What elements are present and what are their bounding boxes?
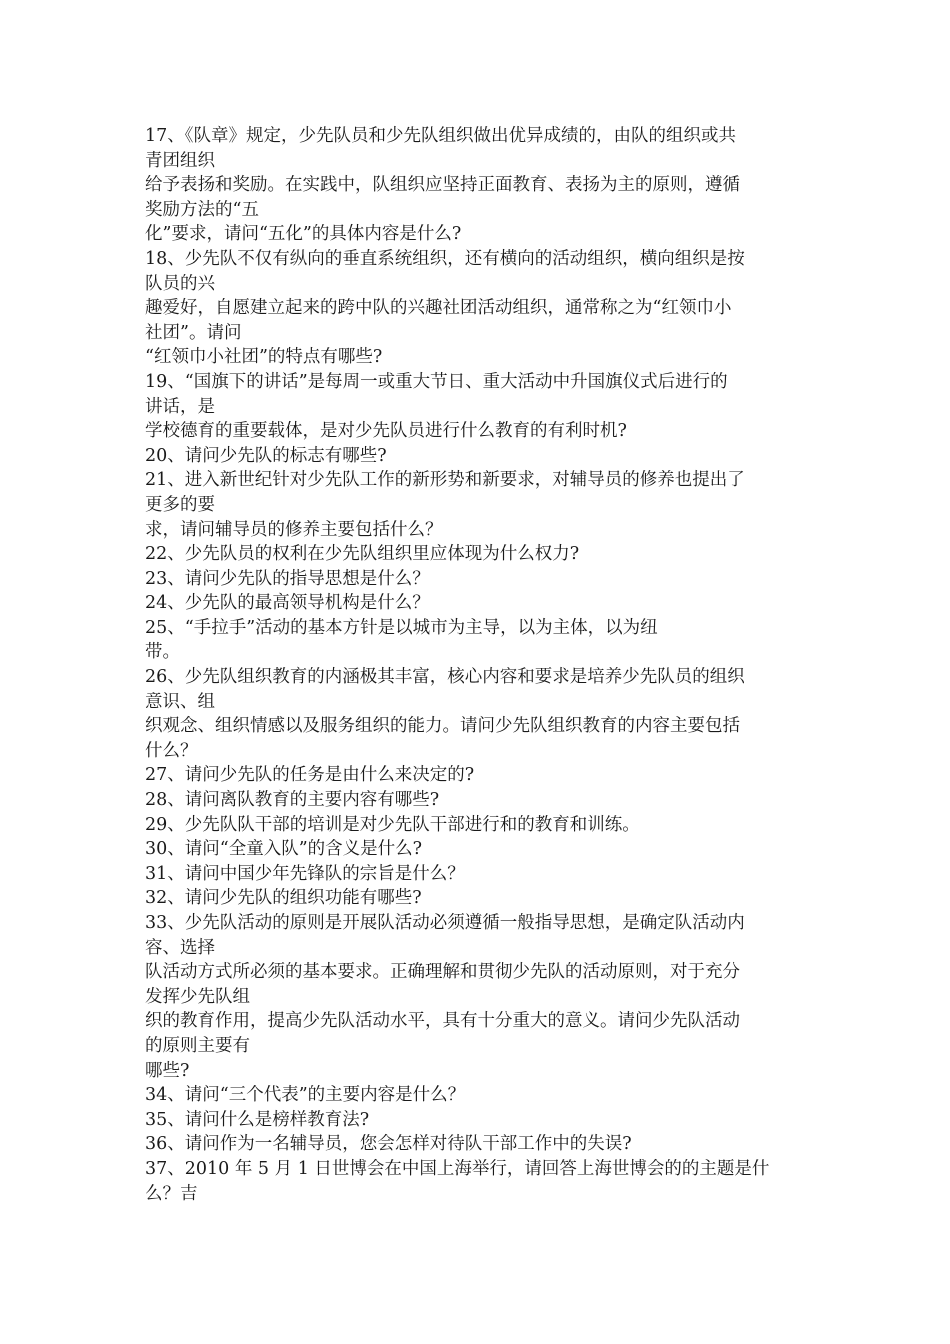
text-line: 35、请问什么是榜样教育法? bbox=[145, 1109, 370, 1130]
text-line: 31、请问中国少年先锋队的宗旨是什么？ bbox=[145, 863, 465, 884]
text-line: 32、请问少先队的组织功能有哪些? bbox=[145, 888, 422, 909]
text-line: 青团组织 bbox=[145, 150, 215, 171]
text-line: 的原则主要有 bbox=[145, 1035, 250, 1056]
text-line: 24、少先队的最高领导机构是什么？ bbox=[145, 593, 430, 614]
text-line: 学校德育的重要载体，是对少先队员进行什么教育的有利时机? bbox=[145, 421, 627, 442]
text-line: 趣爱好，自愿建立起来的跨中队的兴趣社团活动组织，通常称之为“红领巾小 bbox=[145, 298, 732, 319]
text-line: 织的教育作用，提高少先队活动水平，具有十分重大的意义。请问少先队活动 bbox=[145, 1011, 740, 1032]
text-line: 给予表扬和奖励。在实践中，队组织应坚持正面教育、表扬为主的原则，遵循 bbox=[145, 175, 740, 196]
text-line: 30、请问“全童入队”的含义是什么? bbox=[145, 839, 423, 860]
text-line: 什么？ bbox=[145, 740, 198, 761]
text-line: 发挥少先队组 bbox=[145, 986, 250, 1007]
text-line: 容、选择 bbox=[145, 937, 215, 958]
text-line: 33、少先队活动的原则是开展队活动必须遵循一般指导思想，是确定队活动内 bbox=[145, 913, 745, 933]
text-line: 社团”。请问 bbox=[145, 322, 242, 343]
text-line: 奖励方法的“五 bbox=[145, 199, 259, 220]
text-line: 么？吉 bbox=[145, 1183, 198, 1204]
text-line: 34、请问“三个代表”的主要内容是什么？ bbox=[145, 1085, 466, 1106]
text-line: 19、“国旗下的讲话”是每周一或重大节日、重大活动中升国旗仪式后进行的 bbox=[145, 371, 728, 392]
text-line: 28、请问离队教育的主要内容有哪些? bbox=[145, 790, 440, 811]
text-line: 23、请问少先队的指导思想是什么？ bbox=[145, 568, 430, 589]
text-line: 37、2010 年 5 月 1 日世博会在中国上海举行，请回答上海世博会的的主题是什 bbox=[145, 1158, 770, 1179]
text-line: 哪些? bbox=[145, 1060, 190, 1081]
text-line: 21、进入新世纪针对少先队工作的新形势和新要求，对辅导员的修养也提出了 bbox=[145, 470, 745, 491]
text-line: 22、少先队员的权利在少先队组织里应体现为什么权力? bbox=[145, 544, 580, 565]
text-line: 化”要求，请问“五化”的具体内容是什么? bbox=[145, 224, 462, 245]
text-line: 意识、组 bbox=[145, 691, 215, 712]
text-line: 29、少先队队干部的培训是对少先队干部进行和的教育和训练。 bbox=[145, 814, 640, 835]
text-line: 27、请问少先队的任务是由什么来决定的? bbox=[145, 765, 475, 786]
text-line: 26、少先队组织教育的内涵极其丰富，核心内容和要求是培养少先队员的组织 bbox=[145, 667, 745, 688]
text-line: “红领巾小社团”的特点有哪些? bbox=[145, 347, 383, 368]
text-line: 讲话，是 bbox=[145, 396, 215, 417]
document-body bbox=[145, 124, 810, 1206]
text-line: 17、《队章》规定，少先队员和少先队组织做出优异成绩的，由队的组织或共 bbox=[145, 126, 737, 146]
text-line: 20、请问少先队的标志有哪些? bbox=[145, 445, 387, 466]
text-line: 队员的兴 bbox=[145, 273, 215, 294]
text-line: 织观念、组织情感以及服务组织的能力。请问少先队组织教育的内容主要包括 bbox=[145, 716, 740, 737]
text-line: 求，请问辅导员的修养主要包括什么？ bbox=[145, 519, 443, 540]
text-line: 队活动方式所必须的基本要求。正确理解和贯彻少先队的活动原则，对于充分 bbox=[145, 962, 740, 983]
text-line: 36、请问作为一名辅导员，您会怎样对待队干部工作中的失误? bbox=[145, 1134, 632, 1155]
text-line: 带。 bbox=[145, 642, 180, 663]
text-line: 18、少先队不仅有纵向的垂直系统组织，还有横向的活动组织，横向组织是按 bbox=[145, 248, 745, 269]
text-line: 25、“手拉手”活动的基本方针是以城市为主导，以为主体，以为纽 bbox=[145, 617, 658, 638]
text-line: 更多的要 bbox=[145, 494, 215, 515]
